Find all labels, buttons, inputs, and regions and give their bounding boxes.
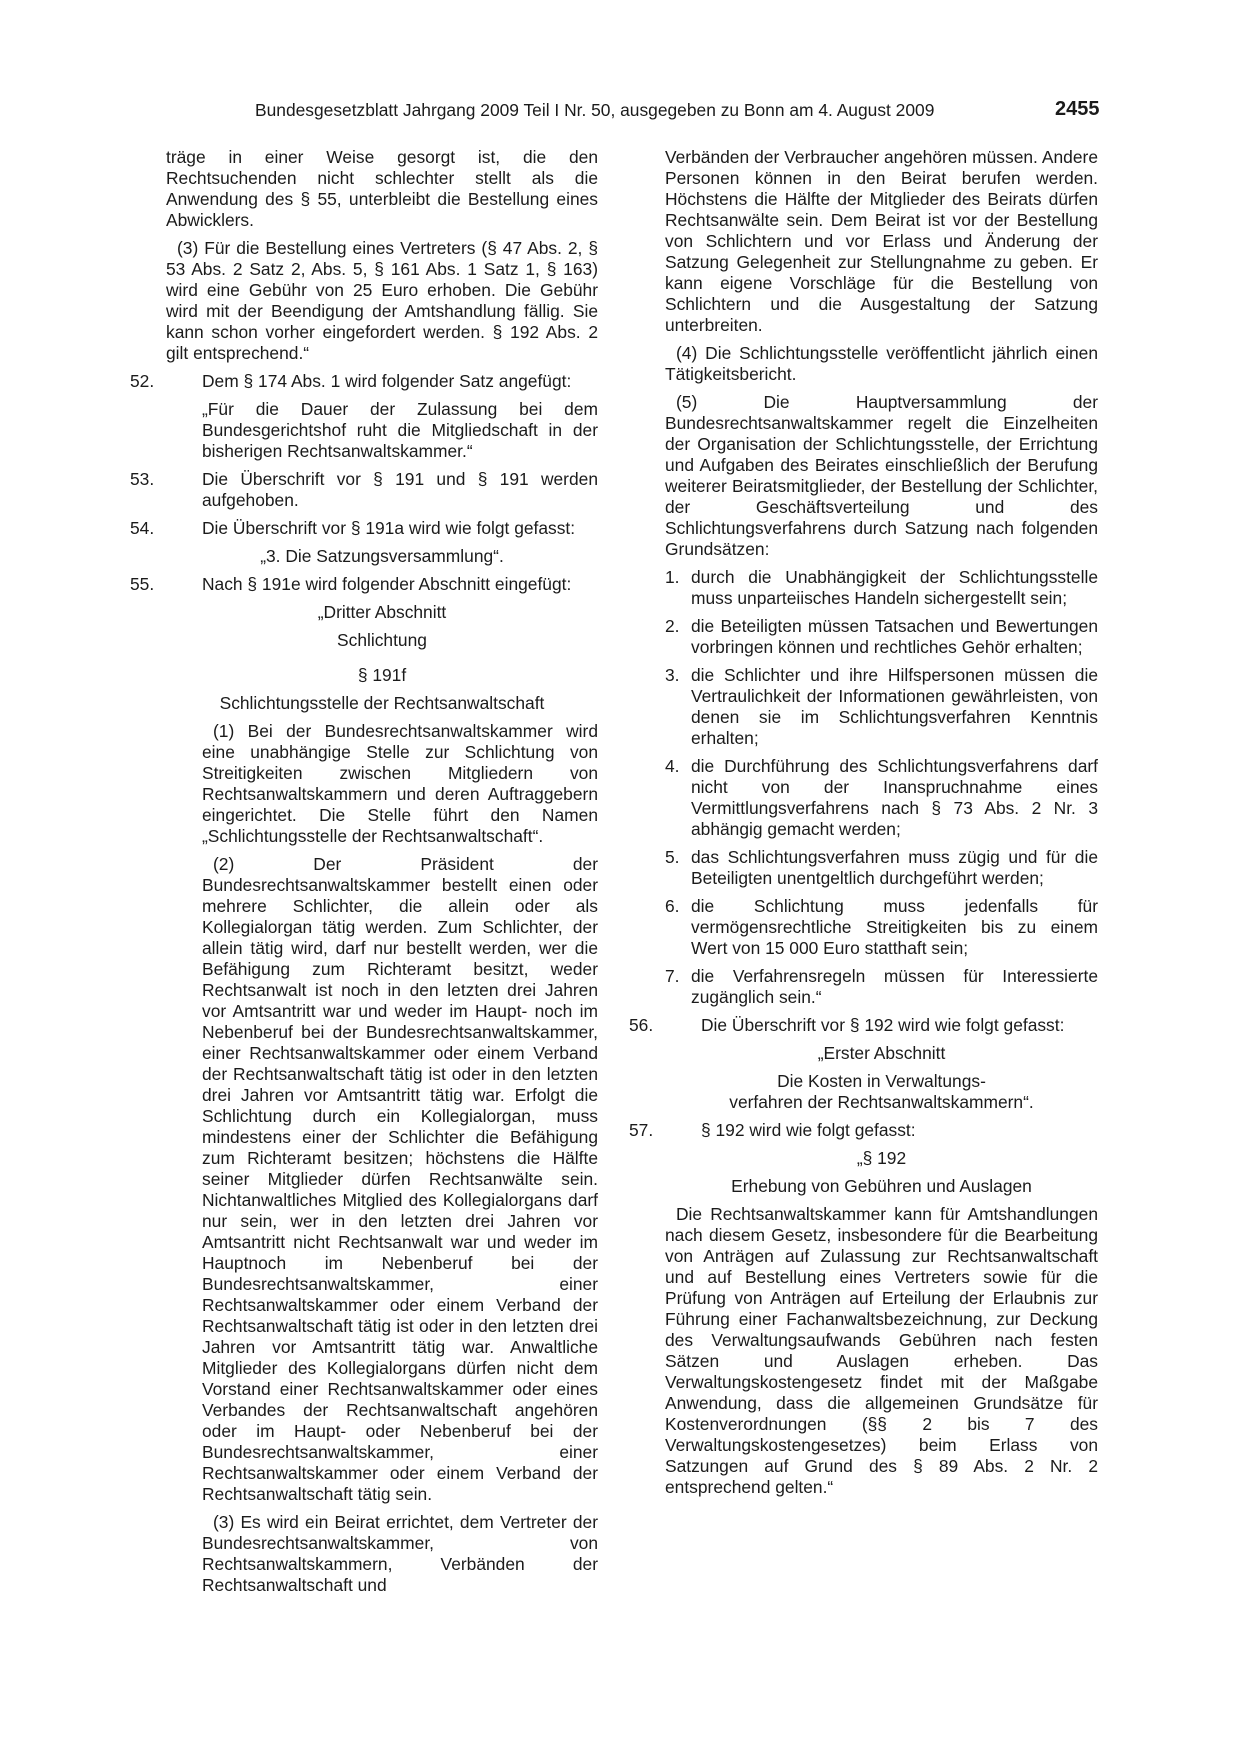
item-text: Die Überschrift vor § 191 und § 191 werden aufgehoben. <box>202 469 598 510</box>
subsection-5: (5) Die Hauptversammlung der Bundesrechtsanwaltskammer regelt die Einzelheiten der Organisation der Schlichtungsstelle, der Errichtung und Aufgaben des Beirates einschließlich der Berufung weiterer Beiratsmitglieder, der Bestellung der Schlichter, der Geschäftsverteilung und des Schlichtungsverfahrens durch Satzung nach folgenden Grundsätzen: <box>665 392 1098 559</box>
item-number: 55. <box>130 574 155 594</box>
subsection-4: (4) Die Schlichtungsstelle veröffentlicht jährlich einen Tätigkeitsbericht. <box>665 343 1098 384</box>
item-text: Die Überschrift vor § 191a wird wie folgt gefasst: <box>202 518 576 538</box>
quote-text: „Für die Dauer der Zulassung bei dem Bundesgerichtshof ruht die Mitgliedschaft in der bisherigen Rechtsanwaltskammer.“ <box>202 399 598 461</box>
subsection-2: (2) Der Präsident der Bundesrechtsanwaltskammer bestellt einen oder mehrere Schlichter, die allein oder als Kollegialorgan tätig werden. Zum Schlichter, der allein tätig wird, darf nur bestellt werden, wer die Befähigung zum Richteramt besitzt, weder Rechtsanwalt ist noch in den letzten drei Jahren vor Amtsantritt war und weder im Haupt- noch im Nebenberuf bei der Bundesrechtsanwaltskammer, einer Rechtsanwaltskammer oder einem Verband der Rechtsanwaltschaft tätig ist oder in den letzten drei Jahren vor Amtsantritt tätig war. Erfolgt die Schlichtung durch ein Kollegialorgan, muss mindestens einer der Schlichter die Befähigung zum Richteramt besitzen; höchstens die Hälfte seiner Mitglieder dürfen Rechtsanwälte sein. Nichtanwaltliches Mitglied des Kollegialorgans darf nur sein, wer in den letzten drei Jahren vor Amtsantritt nicht Rechtsanwalt war und weder im Hauptnoch im Nebenberuf bei der Bundesrechtsanwaltskammer, einer Rechtsanwaltskammer oder einem Verband der Rechtsanwaltschaft tätig ist oder in den letzten drei Jahren vor Amtsantritt tätig war. Anwaltliche Mitglieder des Kollegialorgans dürfen nicht dem Vorstand einer Rechtsanwaltskammer oder eines Verbandes der Rechtsanwaltschaft angehören oder im Haupt- oder Nebenberuf bei der Bundesrechtsanwaltskammer, einer Rechtsanwaltskammer oder einem Verband der Rechtsanwaltschaft tätig sein. <box>202 854 598 1504</box>
quote-52 <box>166 399 598 462</box>
paragraph-title: Schlichtungsstelle der Rechtsanwaltschaft <box>219 693 545 713</box>
right-column <box>629 147 1098 1505</box>
list-item-53 <box>130 469 598 511</box>
list-item-55 <box>130 574 598 595</box>
paragraph-continued: träge in einer Weise gesorgt ist, die den Rechtsuchenden nicht schlechter stellt als die Anwendung des § 55, unterbleibt die Bestellung eines Abwicklers. <box>166 147 598 230</box>
subsection-3: (3) Es wird ein Beirat errichtet, dem Vertreter der Bundesrechtsanwaltskammer, von Rechtsanwaltskammern, Verbänden der Rechtsanwaltschaft und <box>202 1512 598 1595</box>
list-item: 4. die Durchführung des Schlichtungsverfahrens darf nicht von der Inanspruchnahme eines Vermittlungsverfahrens nach § 73 Abs. 2 Nr. 3 abhängig gemacht werden; <box>665 756 1098 839</box>
list-item: 7. die Verfahrensregeln müssen für Interessierte zugänglich sein.“ <box>665 966 1098 1007</box>
quote-54: „3. Die Satzungsversammlung“. <box>260 546 504 566</box>
list-item: 6. die Schlichtung muss jedenfalls für vermögensrechtliche Streitigkeiten bis zu einem Wert von 15 000 Euro statthaft sein; <box>665 896 1098 958</box>
running-header: Bundesgesetzblatt Jahrgang 2009 Teil I Nr. 50, ausgegeben zu Bonn am 4. August 2009 <box>255 100 935 120</box>
item-text: Dem § 174 Abs. 1 wird folgender Satz angefügt: <box>202 371 572 391</box>
paragraph-continued: Verbänden der Verbraucher angehören müssen. Andere Personen können in den Beirat berufen werden. Höchstens die Hälfte der Mitglieder des Beirats dürfen Rechtsanwälte sein. Dem Beirat ist vor der Bestellung von Schlichtern und vor Erlass und Änderung der Satzung Gelegenheit zur Stellungnahme zu geben. Er kann eigene Vorschläge für die Bestellung von Schlichtern und die Ausgestaltung der Satzung unterbreiten. <box>665 147 1098 335</box>
list-item-57 <box>629 1120 1098 1141</box>
section-subheading-cont: verfahren der Rechtsanwaltskammern“. <box>729 1092 1034 1112</box>
list-item: 5. das Schlichtungsverfahren muss zügig und für die Beteiligten unentgeltlich durchgeführt werden; <box>665 847 1098 888</box>
section-subheading: Schlichtung <box>337 630 427 650</box>
paragraph-3: (3) Für die Bestellung eines Vertreters (§ 47 Abs. 2, § 53 Abs. 2 Satz 2, Abs. 5, § 161 Abs. 1 Satz 1, § 163) wird eine Gebühr von 25 Euro erhoben. Die Gebühr wird mit der Beendigung der Amtshandlung fällig. Sie kann schon vorher eingefordert werden. § 192 Abs. 2 gilt entsprechend.“ <box>166 238 598 363</box>
paragraph-title: Erhebung von Gebühren und Auslagen <box>731 1176 1032 1196</box>
section-heading: „Erster Abschnitt <box>817 1043 946 1063</box>
paragraph-number: „§ 192 <box>856 1148 907 1168</box>
list-item: 3. die Schlichter und ihre Hilfspersonen müssen die Vertraulichkeit der Informationen gewährleisten, von denen sie im Schlichtungsverfahren Kenntnis erhalten; <box>665 665 1098 748</box>
item-number: 56. <box>629 1015 654 1035</box>
paragraph-192: Die Rechtsanwaltskammer kann für Amtshandlungen nach diesem Gesetz, insbesondere für die Bearbeitung von Anträgen auf Zulassung zur Rechtsanwaltschaft und auf Bestellung eines Vertreters sowie für die Prüfung von Anträgen auf Erteilung der Erlaubnis zur Führung einer Fachanwaltsbezeichnung, zur Deckung des Verwaltungsaufwands Gebühren nach festen Sätzen und Auslagen erheben. Das Verwaltungskostengesetz findet mit der Maßgabe Anwendung, dass die allgemeinen Grundsätze für Kostenverordnungen (§§ 2 bis 7 des Verwaltungskostengesetzes) beim Erlass von Satzungen auf Grund des § 89 Abs. 2 Nr. 2 entsprechend gelten.“ <box>665 1204 1098 1497</box>
list-item: 2. die Beteiligten müssen Tatsachen und Bewertungen vorbringen können und rechtliches Gehör erhalten; <box>665 616 1098 657</box>
item-number: 52. <box>130 371 155 391</box>
item-text: Nach § 191e wird folgender Abschnitt eingefügt: <box>202 574 572 594</box>
section-heading: „Dritter Abschnitt <box>317 602 447 622</box>
item-number: 54. <box>130 518 155 538</box>
paragraph-number: § 191f <box>357 665 407 685</box>
list-item: 1. durch die Unabhängigkeit der Schlichtungsstelle muss unparteiisches Handeln sichergestellt sein; <box>665 567 1098 608</box>
list-item-54 <box>130 518 598 539</box>
list-item-52 <box>130 371 598 392</box>
page-number: 2455 <box>1055 98 1100 120</box>
list-item-56 <box>629 1015 1098 1036</box>
item-number: 57. <box>629 1120 654 1140</box>
item-text: § 192 wird wie folgt gefasst: <box>701 1120 916 1140</box>
item-text: Die Überschrift vor § 192 wird wie folgt gefasst: <box>701 1015 1065 1035</box>
section-subheading: Die Kosten in Verwaltungs- <box>777 1071 986 1091</box>
item-number: 53. <box>130 469 155 489</box>
left-column <box>130 147 598 1603</box>
subsection-1: (1) Bei der Bundesrechtsanwaltskammer wird eine unabhängige Stelle zur Schlichtung von Streitigkeiten zwischen Mitgliedern von Rechtsanwaltskammern und deren Auftraggebern eingerichtet. Die Stelle führt den Namen „Schlichtungsstelle der Rechtsanwaltschaft“. <box>202 721 598 846</box>
